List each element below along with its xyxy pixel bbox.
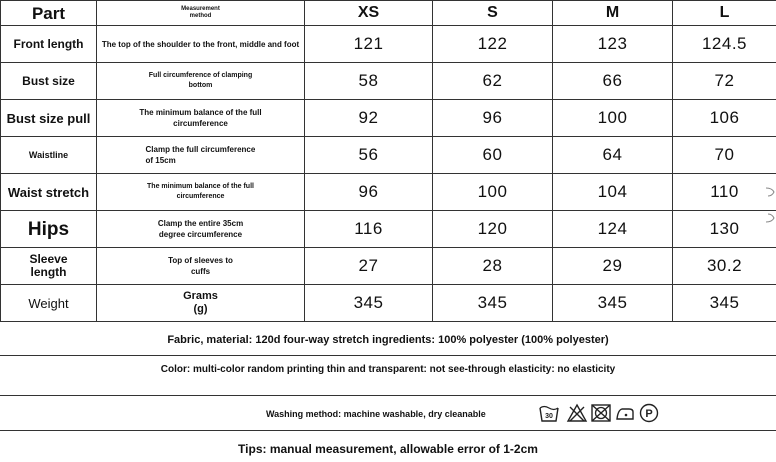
header-size-s: S [433,1,553,26]
value-xs: 58 [305,63,433,100]
table-row [1,26,776,63]
method-text: Clamp the full circumference of 15cm [97,137,305,174]
value-l: 124.5 [673,26,776,63]
value-l: 345 [673,285,776,322]
method-text: The top of the shoulder to the front, middle and foot [97,26,305,63]
part-label: Front length [1,26,97,63]
value-l: 30.2 [673,248,776,285]
value-m: 104 [553,174,673,211]
header-size-xs: XS [305,1,433,26]
value-xs: 92 [305,100,433,137]
value-l: 70 [673,137,776,174]
divider [0,430,776,431]
table-row [1,248,776,285]
value-xs: 96 [305,174,433,211]
value-s: 120 [433,211,553,248]
part-label: Bust size [1,63,97,100]
header-size-l: L [673,1,776,26]
header-part: Part [1,1,97,26]
part-label: Waistline [1,137,97,174]
value-s: 122 [433,26,553,63]
part-label: Weight [1,285,97,322]
value-xs: 121 [305,26,433,63]
divider [0,355,776,356]
value-m: 124 [553,211,673,248]
part-label: Waist stretch [1,174,97,211]
value-s: 345 [433,285,553,322]
value-l: 106 [673,100,776,137]
value-l: 110 [673,174,776,211]
value-s: 28 [433,248,553,285]
part-label: Bust size pull [1,100,97,137]
table-row [1,174,776,211]
value-s: 100 [433,174,553,211]
table-row [1,100,776,137]
value-m: 66 [553,63,673,100]
value-s: 60 [433,137,553,174]
value-m: 64 [553,137,673,174]
table-row [1,63,776,100]
value-l: 72 [673,63,776,100]
method-text: Clamp the entire 35cm degree circumference [97,211,305,248]
dry-clean-p-icon [638,402,660,424]
no-tumble-dry-icon [590,402,612,424]
header-method: Measurement method [97,1,305,26]
value-m: 100 [553,100,673,137]
wash-30-icon [538,402,560,424]
value-m: 345 [553,285,673,322]
value-s: 62 [433,63,553,100]
edge-mark-icon [764,186,776,198]
value-xs: 345 [305,285,433,322]
no-bleach-icon [566,402,588,424]
value-s: 96 [433,100,553,137]
tips-note: Tips: manual measurement, allowable error of 1-2cm [238,442,538,456]
washing-note: Washing method: machine washable, dry cleanable [266,409,486,419]
color-note: Color: multi-color random printing thin and transparent: not see-through elasticity: no elasticity [160,364,616,375]
iron-low-icon [614,402,636,424]
wash-temp-text: 30 [545,413,553,420]
table-row [1,211,776,248]
part-label: Sleeve length [1,248,97,285]
table-row [1,137,776,174]
method-text: The minimum balance of the full circumference [97,174,305,211]
value-xs: 56 [305,137,433,174]
value-xs: 116 [305,211,433,248]
washing-row [0,396,776,430]
value-m: 123 [553,26,673,63]
fabric-note: Fabric, material: 120d four-way stretch ingredients: 100% polyester (100% polyester) [167,334,609,346]
value-l: 130 [673,211,776,248]
part-label: Hips [1,211,97,248]
method-text: Full circumference of clamping bottom [97,63,305,100]
header-row [1,1,776,26]
method-text: The minimum balance of the full circumference [97,100,305,137]
value-m: 29 [553,248,673,285]
method-text: Grams (g) [97,285,305,322]
method-text: Top of sleeves to cuffs [97,248,305,285]
value-xs: 27 [305,248,433,285]
header-size-m: M [553,1,673,26]
table-row [1,285,776,322]
dry-clean-letter: P [645,408,653,420]
edge-mark-icon [764,212,776,224]
